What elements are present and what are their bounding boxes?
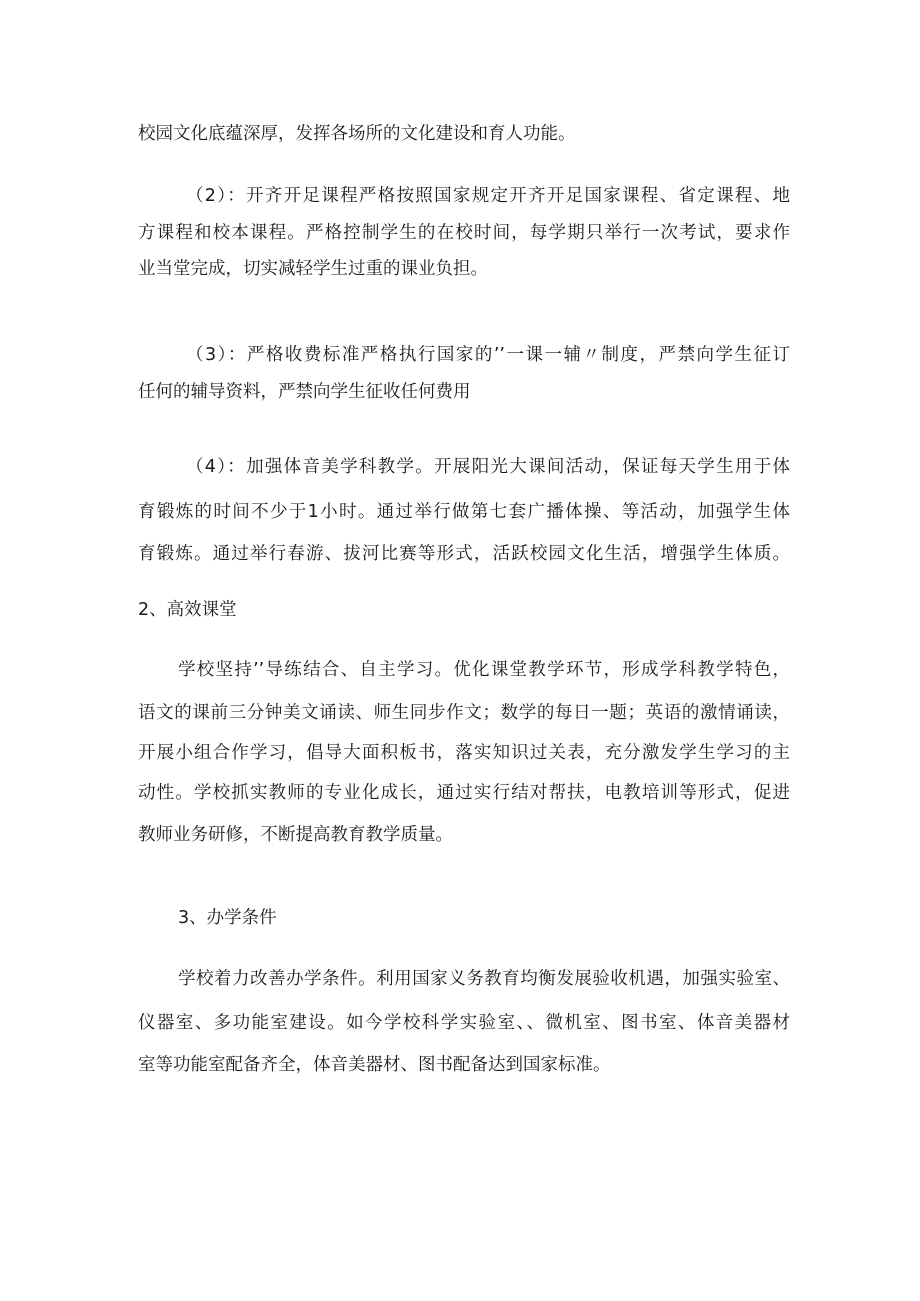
text-line: 2、高效课堂 — [138, 600, 237, 620]
text-line: 业当堂完成，切实减轻学生过重的课业负担。 — [138, 259, 488, 279]
text-line: 育锻炼的时间不少于1小时。通过举行做第七套广播体操、等活动，加强学生体 — [138, 502, 790, 522]
text-line: 学校着力改善办学条件。利用国家义务教育均衡发展验收机遇，加强实验室、 — [178, 969, 790, 989]
text-line: 学校坚持’’导练结合、自主学习。优化课堂教学环节，形成学科教学特色， — [178, 660, 790, 680]
text-line: 方课程和校本课程。严格控制学生的在校时间，每学期只举行一次考试，要求作 — [138, 223, 790, 243]
text-line: 仪器室、多功能室建设。如今学校科学实验室、、微机室、图书室、体音美器材 — [138, 1013, 790, 1033]
text-line: 任何的辅导资料，严禁向学生征收任何费用 — [138, 382, 471, 402]
text-line: （2）：开齐开足课程严格按照国家规定开齐开足国家课程、省定课程、地 — [186, 186, 790, 206]
text-line: 室等功能室配备齐全，体音美器材、图书配备达到国家标准。 — [138, 1055, 611, 1075]
text-line: 3、办学条件 — [178, 908, 277, 928]
text-line: （3）：严格收费标准严格执行国家的’’一课一辅〃制度，严禁向学生征订 — [186, 345, 790, 365]
text-line: 校园文化底蕴深厚，发挥各场所的文化建设和育人功能。 — [138, 124, 576, 144]
text-line: 动性。学校抓实教师的专业化成长，通过实行结对帮扶，电教培训等形式，促进 — [138, 783, 790, 803]
text-line: 开展小组合作学习，倡导大面积板书，落实知识过关表，充分激发学生学习的主 — [138, 743, 790, 763]
text-line: （4）：加强体音美学科教学。开展阳光大课间活动，保证每天学生用于体 — [186, 457, 790, 477]
text-line: 育锻炼。通过举行春游、拔河比赛等形式，活跃校园文化生活，增强学生体质。 — [138, 544, 790, 564]
text-line: 语文的课前三分钟美文诵读、师生同步作文；数学的每日一题；英语的激情诵读， — [138, 703, 790, 723]
text-line: 教师业务研修，不断提高教育教学质量。 — [138, 825, 453, 845]
